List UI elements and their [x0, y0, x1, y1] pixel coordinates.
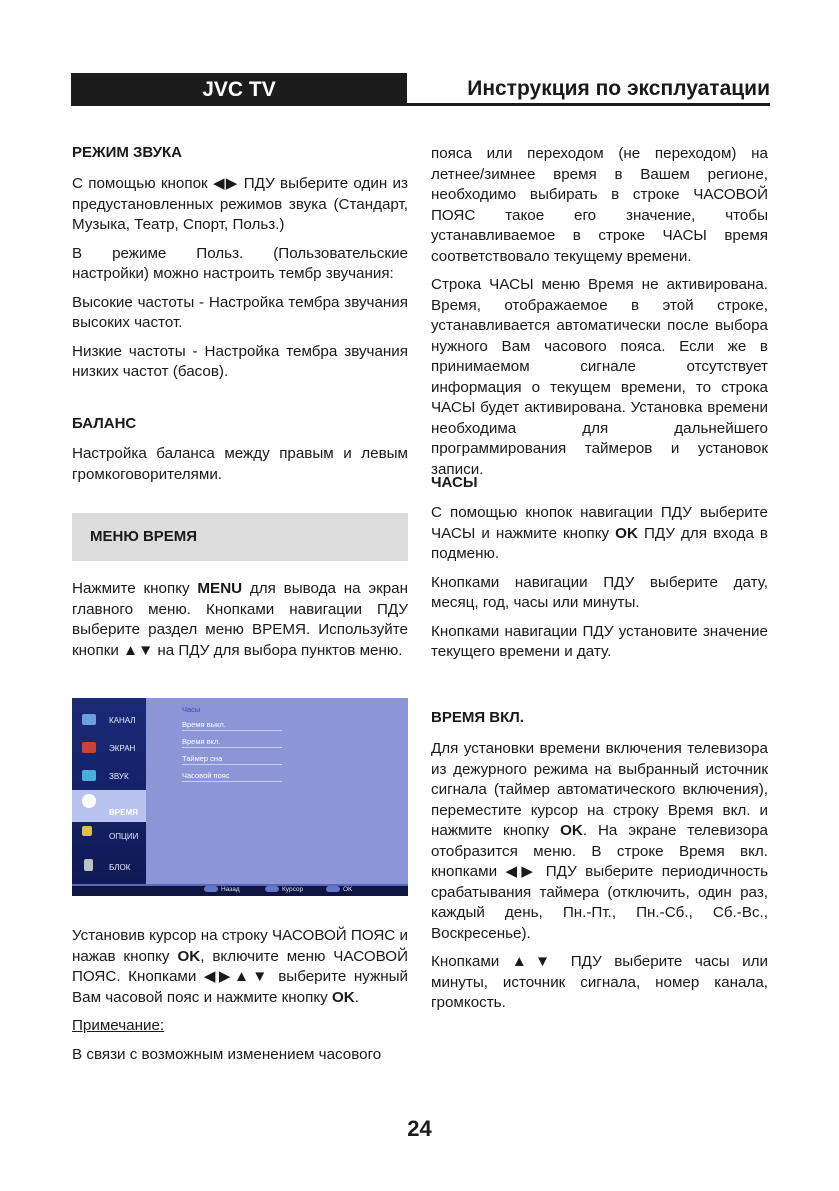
tv-menu-item-sound — [72, 762, 146, 790]
sound-icon — [82, 770, 96, 781]
heading-clock: ЧАСЫ — [431, 474, 478, 491]
star-icon — [82, 826, 92, 836]
brand-label: JVC TV — [71, 73, 407, 106]
page-number: 24 — [407, 1116, 432, 1141]
text: Установив курсор на строку ЧАСОВОЙ ПОЯС и нажав кнопку — [72, 927, 408, 965]
channel-icon — [82, 714, 96, 725]
ok-key-icon — [326, 886, 340, 892]
picture-icon — [82, 742, 96, 753]
paragraph: В связи с возможным изменением часового — [72, 1045, 382, 1063]
cursor-key-icon — [265, 886, 279, 892]
text: ПДУ для входа в подменю. — [431, 524, 768, 562]
paragraph: Кнопками навигации ПДУ выберите дату, месяц, год, часы или минуты. — [431, 573, 768, 611]
tv-footer-cursor — [265, 884, 303, 896]
tv-footer-label: Назад — [221, 886, 240, 893]
tv-submenu-item: Часы — [182, 705, 201, 714]
left-column-bottom — [72, 926, 408, 1065]
paragraph: В режиме Польз. (Пользовательские настройки) можно настроить тембр звучания: — [72, 244, 408, 282]
document-title: Инструкция по эксплуатации — [407, 73, 770, 106]
ok-key: OK — [560, 822, 583, 839]
tv-submenu-item: Таймер сна — [182, 754, 282, 765]
tv-menu-item-picture — [72, 734, 146, 762]
paragraph: Кнопками навигации ПДУ установите значение текущего времени и дату. — [431, 622, 768, 660]
tv-menu-label: ОПЦИИ — [109, 832, 139, 841]
heading-sound-mode: РЕЖИМ ЗВУКА — [72, 144, 182, 161]
text: для вывода на экран главного меню. Кнопками навигации ПДУ выберите раздел меню ВРЕМЯ. Используйте кнопки ▲▼ на ПДУ для выбора пунктов меню. — [72, 580, 408, 659]
tv-menu-label: ЗВУК — [109, 772, 129, 781]
text: . На экране телевизора отобразится меню. В строке Время вкл. кнопками ◀▶ ПДУ выберите периодичность срабатывания таймера (отключить, один раз, каждый день, Пн.-Пт., Пн.-Сб., Сб.-Вс., Воскресенье). — [431, 822, 769, 942]
left-column-menu-text — [72, 579, 408, 661]
paragraph — [72, 926, 408, 1008]
text: С помощью кнопок навигации ПДУ выберите ЧАСЫ и нажмите кнопку — [431, 504, 768, 542]
note-label: Примечание: — [72, 1017, 165, 1034]
paragraph: Низкие частоты - Настройка тембра звучания низких частот (басов). — [72, 342, 408, 380]
tv-menu-label: БЛОК — [109, 863, 131, 872]
paragraph: Кнопками ▲▼ ПДУ выберите часы или минуты, источник сигнала, номер канала, громкость. — [431, 953, 768, 1011]
tv-menu-screenshot — [72, 698, 408, 896]
paragraph: Высокие частоты - Настройка тембра звучания высоких частот. — [72, 293, 408, 331]
paragraph — [72, 579, 408, 661]
paragraph: С помощью кнопок ◀▶ ПДУ выберите один из предустановленных режимов звука (Стандарт, Музыка, Театр, Спорт, Польз.) — [72, 175, 408, 233]
tv-menu-label: ЭКРАН — [109, 744, 136, 753]
text: , включите меню ЧАСОВОЙ ПОЯС. Кнопками ◀▶▲▼ выберите нужный Вам часовой пояс и нажмите кнопку — [72, 947, 409, 1006]
tv-menu-item-options — [72, 822, 146, 850]
paragraph — [431, 739, 768, 944]
tv-footer-label: OK — [343, 886, 353, 893]
section-box-time-menu — [72, 513, 408, 561]
clock-icon — [82, 794, 96, 808]
tv-menu-item-time — [72, 790, 146, 822]
tv-footer-back — [204, 884, 240, 896]
lock-icon — [84, 859, 93, 871]
tv-footer-label: Курсор — [282, 886, 304, 893]
tv-menu-footer — [72, 884, 408, 896]
paragraph: пояса или переходом (не переходом) на летнее/зимнее время в Вашем регионе, необходимо выбирать в строке ЧАСОВОЙ ПОЯС такое его значение, чтобы устанавливаемое в строке ЧАСЫ время соответствовало текущему времени. — [431, 145, 768, 265]
text: . — [354, 988, 359, 1006]
ok-key: OK — [331, 988, 355, 1006]
page-header — [71, 73, 770, 106]
right-column-clock — [431, 503, 768, 663]
tv-footer-ok — [326, 884, 352, 896]
paragraph: Настройка баланса между правым и левым громкоговорителями. — [72, 445, 408, 483]
heading-time-on: ВРЕМЯ ВКЛ. — [431, 709, 524, 726]
tv-menu-item-channel — [72, 706, 146, 734]
section-title: МЕНЮ ВРЕМЯ — [90, 528, 198, 545]
tv-menu-item-lock — [72, 853, 146, 881]
tv-menu-label: КАНАЛ — [109, 716, 136, 725]
menu-key: MENU — [197, 580, 243, 597]
text: Для установки времени включения телевизора из дежурного режима на выбранный источник сигнала (таймер автоматического включения), переместите курсор на строку Время вкл. и нажмите кнопку — [431, 740, 768, 839]
tv-menu-label: ВРЕМЯ — [109, 808, 138, 817]
left-column-balance — [72, 444, 408, 485]
heading-balance: БАЛАНС — [72, 415, 137, 432]
right-column-time-on — [431, 739, 768, 1014]
text: Нажмите кнопку — [72, 580, 198, 597]
tv-submenu-item: Часовой пояс — [182, 771, 282, 782]
paragraph: Строка ЧАСЫ меню Время не активирована. Время, отображаемое в этой строке, устанавливается автоматически после выбора нужного Вам часового пояса. Если же в принимаемом сигнале отсутствует информация о текущем времени, то строка ЧАСЫ будет активирована. Установка времени необходима для дальнейшего программирования таймеров и установок записи. — [431, 276, 768, 478]
left-column-top — [72, 174, 408, 383]
tv-submenu-item: Время выкл. — [182, 720, 282, 731]
tv-submenu-item: Время вкл. — [182, 737, 282, 748]
ok-key: OK — [177, 947, 201, 965]
ok-key: OK — [615, 524, 638, 542]
back-key-icon — [204, 886, 218, 892]
paragraph — [431, 503, 768, 565]
right-column-top — [431, 144, 768, 480]
